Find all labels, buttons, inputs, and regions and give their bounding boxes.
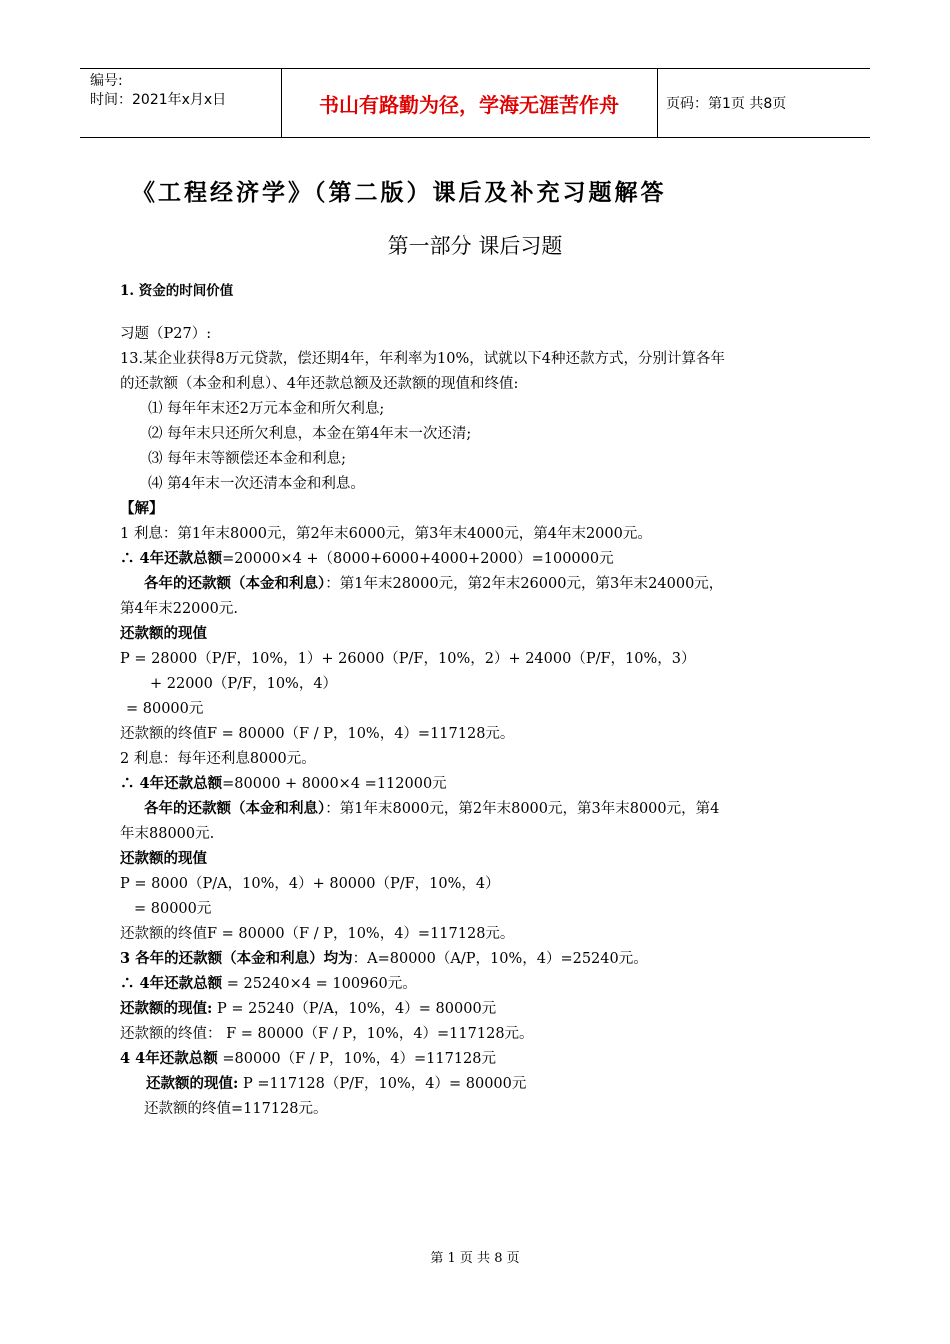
formula-line: = 80000元 bbox=[134, 901, 212, 917]
solution-line: ∴ 4年还款总额=20000×4 +（8000+6000+4000+2000）=100000元 bbox=[120, 550, 614, 567]
solution-subheading: 还款额的现值 bbox=[120, 625, 207, 642]
formula-line: = 80000元 bbox=[126, 701, 204, 717]
solution-line: 1 利息：第1年末8000元，第2年末6000元，第3年末4000元，第4年末2000元。 bbox=[120, 526, 652, 542]
problem-option: ⑴ 每年年末还2万元本金和所欠利息; bbox=[148, 401, 385, 417]
solution-line: 还款额的现值: P =117128（P/F，10%，4）= 80000元 bbox=[146, 1075, 527, 1092]
problem-option: ⑷ 第4年末一次还清本金和利息。 bbox=[148, 476, 365, 492]
page-header bbox=[80, 68, 870, 138]
solution-line: 还款额的终值F = 80000（F / P，10%，4）=117128元。 bbox=[120, 926, 515, 942]
formula-line: P = 8000（P/A，10%，4）+ 80000（P/F，10%，4） bbox=[120, 876, 500, 892]
solution-label: 【解】 bbox=[120, 500, 164, 517]
solution-line: ∴ 4年还款总额 = 25240×4 = 100960元。 bbox=[120, 975, 417, 992]
header-page-info: 页码：第1页 共8页 bbox=[666, 96, 787, 112]
header-meta bbox=[90, 72, 226, 110]
solution-subheading: 还款额的现值 bbox=[120, 850, 207, 867]
section-title: 第一部分 课后习题 bbox=[387, 234, 563, 258]
solution-line: 还款额的现值: P = 25240（P/A，10%，4）= 80000元 bbox=[120, 1000, 497, 1017]
header-number: 编号: bbox=[90, 73, 123, 89]
solution-line: ∴ 4年还款总额=80000 + 8000×4 =112000元 bbox=[120, 775, 447, 792]
formula-line: + 22000（P/F，10%，4） bbox=[150, 676, 338, 692]
document-title: 《工程经济学》（第二版）课后及补充习题解答 bbox=[132, 179, 667, 206]
solution-line: 4 4年还款总额 =80000（F / P，10%，4）=117128元 bbox=[120, 1050, 496, 1067]
problem-text: 的还款额（本金和利息）、4年还款总额及还款额的现值和终值: bbox=[120, 376, 519, 392]
solution-line: 3 各年的还款额（本金和利息）均为：A=80000（A/P，10%，4）=25240元。 bbox=[120, 950, 648, 967]
solution-line: 各年的还款额（本金和利息）：第1年末8000元，第2年末8000元，第3年末8000元，第4 bbox=[144, 800, 720, 817]
page-footer: 第 1 页 共 8 页 bbox=[430, 1251, 520, 1266]
solution-line: 2 利息：每年还利息8000元。 bbox=[120, 751, 316, 767]
formula-line: P = 28000（P/F，10%，1）+ 26000（P/F，10%，2）+ 24000（P/F，10%，3） bbox=[120, 651, 696, 667]
solution-line: 还款额的终值=117128元。 bbox=[144, 1101, 328, 1117]
solution-line: 还款额的终值F = 80000（F / P，10%，4）=117128元。 bbox=[120, 726, 515, 742]
section-heading: 1. 资金的时间价值 bbox=[120, 283, 234, 299]
solution-line: 还款额的终值： F = 80000（F / P，10%，4）=117128元。 bbox=[120, 1026, 534, 1042]
solution-line: 各年的还款额（本金和利息）：第1年末28000元，第2年末26000元，第3年末24000元， bbox=[144, 575, 724, 592]
problem-option: ⑶ 每年末等额偿还本金和利息; bbox=[148, 451, 346, 467]
exercise-ref: 习题（P27）: bbox=[120, 326, 212, 342]
header-time: 时间：2021年x月x日 bbox=[90, 92, 227, 108]
problem-text: 13.某企业获得8万元贷款，偿还期4年，年利率为10%，试就以下4种还款方式，分别计算各年 bbox=[120, 351, 725, 367]
solution-line: 年末88000元. bbox=[120, 826, 215, 842]
problem-option: ⑵ 每年末只还所欠利息，本金在第4年末一次还清; bbox=[148, 426, 472, 442]
solution-line: 第4年末22000元. bbox=[120, 601, 238, 617]
header-motto: 书山有路勤为径，学海无涯苦作舟 bbox=[319, 92, 619, 117]
header-divider bbox=[657, 69, 658, 137]
